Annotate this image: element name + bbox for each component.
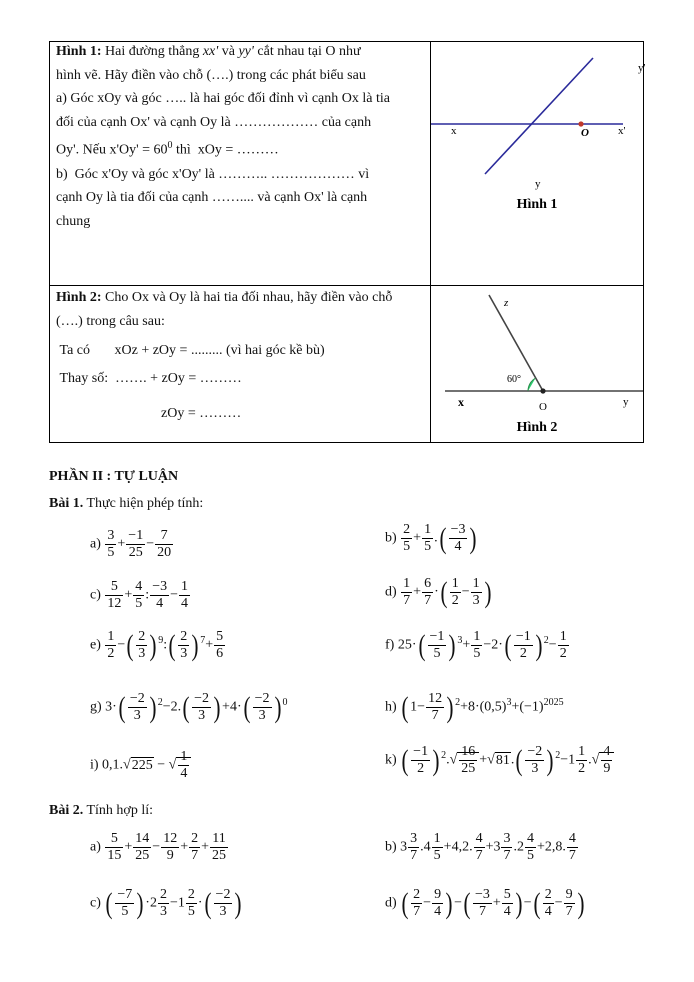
- bai1-item-b: b) $\frac{2}{5}$ + $\frac{1}{5}$ .( $\frac{-3}{4}$ ): [385, 521, 477, 555]
- text-line: Oy'. Nếu $x'Oy' = 60^0$ thì xOy = ………: [56, 140, 279, 159]
- label-x: x: [451, 125, 457, 137]
- bai1-item-g: g) 3·( $\frac{-2}{3}$ ) $^2$−2.( $\frac{-2}{3}$ ) +4·( $\frac{-2}{3}$ ) $^0$: [90, 690, 288, 724]
- text-line: đối của cạnh Ox' và cạnh Oy là ……………… của cạnh: [56, 114, 372, 130]
- text-line: chung: [56, 213, 91, 229]
- bai2-label: Bài 2.: [49, 803, 84, 818]
- bai1-item-c: c) $\frac{5}{12}$ + $\frac{4}{5}$ : $\frac{-3}{4}$ − $\frac{1}{4}$: [90, 579, 188, 611]
- bai1-label: Bài 1.: [49, 496, 84, 511]
- exercise-table: [49, 41, 644, 443]
- section-title: PHẦN II : TỰ LUẬN: [49, 469, 179, 484]
- bai1-item-h: h) ( 1− $\frac{12}{7}$ ) $^2+8\cdot(0,5)^3+(-1)^{2025}$: [385, 690, 564, 724]
- text-line: zOy = ………: [56, 406, 242, 422]
- bai1-text: Thực hiện phép tính:: [86, 496, 204, 511]
- label-x-prime: x': [618, 125, 626, 137]
- bai1-heading: [49, 496, 203, 512]
- figure-1: [431, 42, 646, 284]
- bai1-item-d: d) $\frac{1}{7}$ + $\frac{6}{7}$ ·( $\frac{1}{2}$ − $\frac{1}{3}$ ): [385, 575, 492, 609]
- hinh2-text: [56, 286, 428, 426]
- label-y: y: [623, 396, 629, 408]
- text-line: a) Góc xOy và góc ….. là hai góc đối đỉnh vì cạnh Ox là tia: [56, 91, 390, 107]
- figure-2: [431, 286, 643, 442]
- text-line: Hình 1: Hai đường thẳng xx' và yy' cắt nhau tại O như: [56, 44, 361, 59]
- label-y: y: [535, 178, 541, 190]
- text-line: Ta có xOz + zOy = ......... (vì hai góc kề bù): [56, 343, 325, 359]
- label-o: O: [581, 127, 589, 139]
- hinh1-text: [56, 40, 428, 233]
- text-line: b) Góc x'Oy và góc x'Oy' là ……….. ……………… vì: [56, 166, 370, 182]
- bai2-item-d: d) ( $\frac{2}{7}$ − $\frac{9}{4}$ ) −( $\frac{-3}{7}$ + $\frac{5}{4}$ ) −( $\frac{2}{4}$ − $\frac{9}{7}$ ): [385, 886, 585, 920]
- figure-2-drawing: [431, 286, 643, 442]
- figure-1-caption: Hình 1: [516, 197, 558, 212]
- text-line: Hình 2: Cho Ox và Oy là hai tia đối nhau, hãy điền vào chỗ: [56, 290, 393, 305]
- label-y-prime: y': [638, 62, 646, 74]
- figure-2-caption: Hình 2: [516, 420, 558, 435]
- text-line: Thay số: ……. + zOy = ………: [56, 370, 242, 386]
- label-o: O: [539, 401, 547, 413]
- figure-1-drawing: [431, 42, 646, 284]
- angle-label: 60°: [507, 374, 521, 385]
- bai1-item-a: a) $\frac{3}{5}$ + $\frac{-1}{25}$ − $\frac{7}{20}$: [90, 528, 172, 560]
- text-line: cạnh Oy là tia đối của cạnh …….... và cạnh Ox' là cạnh: [56, 190, 368, 206]
- bai1-item-f: f) 25·( $\frac{-1}{5}$ ) $^3$+ $\frac{1}{5}$ −2·( $\frac{-1}{2}$ ) $^2$− $\frac{1}{2}$: [385, 628, 567, 662]
- label-x: x: [458, 395, 464, 409]
- text-line: (….) trong câu sau:: [56, 313, 165, 329]
- bai1-item-k: k) ( $\frac{-1}{2}$ ) $^2$.√ $\frac{16}{25}$ +√81.( $\frac{-2}{3}$ ) $^2$−1 $\frac{1}{2}$ .√ $\frac{4}{9}$: [385, 744, 614, 777]
- label-z: z: [504, 297, 509, 309]
- bai1-item-e: e) $\frac{1}{2}$ −( $\frac{2}{3}$ ) $^9$:( $\frac{2}{3}$ ) $^7$+ $\frac{5}{6}$: [90, 628, 224, 662]
- bai2-item-c: c) ( $\frac{-7}{5}$ ) ·2 $\frac{2}{3}$ −1 $\frac{2}{5}$ ·( $\frac{-2}{3}$ ): [90, 886, 242, 920]
- bai2-heading: [49, 803, 153, 819]
- bai2-item-b: b) 3 $\frac{3}{7}$ .4 $\frac{1}{5}$ +4,2. $\frac{4}{7}$ +3 $\frac{3}{7}$ .2 $\frac{4}{5}$ +2,8. $\frac{4}{7}$: [385, 831, 576, 863]
- bai2-text: Tính hợp lí:: [86, 803, 153, 818]
- bai1-item-i: i) 0,1.√225 − √ $\frac{1}{4}$: [90, 749, 191, 782]
- bai2-item-a: a) $\frac{5}{15}$ + $\frac{14}{25}$ − $\frac{12}{9}$ + $\frac{2}{7}$ + $\frac{11}{25}$: [90, 831, 227, 863]
- text-line: hình vẽ. Hãy điền vào chỗ (….) trong các phát biểu sau: [56, 67, 366, 83]
